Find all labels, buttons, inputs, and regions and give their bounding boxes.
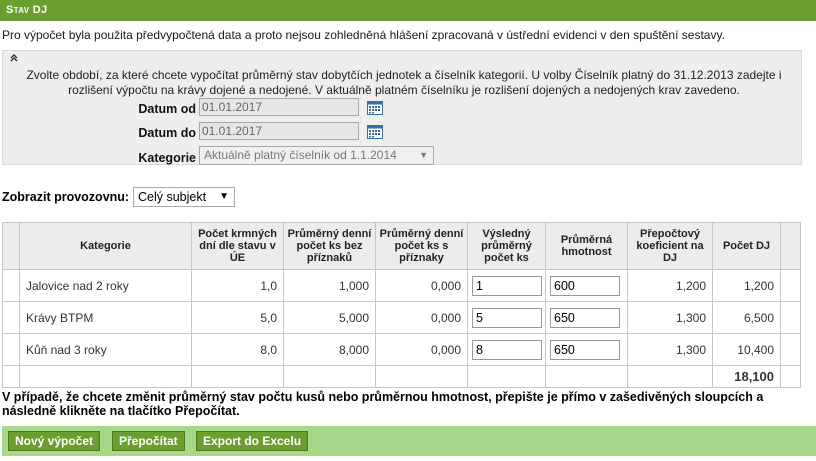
action-bar bbox=[2, 426, 816, 456]
header-kategorie: Kategorie bbox=[20, 223, 192, 270]
table-row bbox=[3, 302, 801, 334]
cell-dj: 10,400 bbox=[713, 334, 781, 366]
dj-table bbox=[2, 222, 801, 388]
cell-hmotnost bbox=[546, 334, 628, 366]
date-from-label: Datum od bbox=[138, 102, 196, 116]
cell-koef: 1,200 bbox=[628, 270, 713, 302]
collapse-icon[interactable] bbox=[9, 53, 19, 66]
row-spacer-right bbox=[781, 270, 801, 302]
export-excel-button[interactable]: Export do Excelu bbox=[196, 431, 308, 451]
cell-vysledny bbox=[468, 302, 546, 334]
cell-koef: 1,300 bbox=[628, 334, 713, 366]
header-spacer-right bbox=[781, 223, 801, 270]
date-to-row bbox=[3, 123, 196, 143]
date-from-input[interactable]: 01.01.2017 bbox=[199, 98, 359, 116]
cell-kategorie: Jalovice nad 2 roky bbox=[20, 270, 192, 302]
hmotnost-input[interactable] bbox=[550, 308, 620, 328]
cell-dni: 8,0 bbox=[192, 334, 284, 366]
new-calc-button[interactable]: Nový výpočet bbox=[8, 431, 100, 451]
vysledny-input[interactable] bbox=[472, 340, 542, 360]
header-spacer bbox=[3, 223, 20, 270]
hmotnost-input[interactable] bbox=[550, 276, 620, 296]
row-spacer-right bbox=[781, 334, 801, 366]
category-select[interactable] bbox=[199, 146, 434, 165]
header-s: Průměrný denní počet ks s příznaky bbox=[376, 223, 468, 270]
cell-dj: 6,500 bbox=[713, 302, 781, 334]
filter-description: Zvolte období, za které chcete vypočítat průměrný stav dobytčích jednotek a číselník kategorií. U volby Číselník platný do 31.12.2013 zadejte i rozlišení výpočtu na krávy dojené a nedojené. V aktuálně platném číselníku je rozlišení dojených a nedojených krav zavedeno. bbox=[26, 68, 782, 97]
total-dj: 18,100 bbox=[713, 366, 781, 388]
cell-s: 0,000 bbox=[376, 334, 468, 366]
hmotnost-input[interactable] bbox=[550, 340, 620, 360]
date-to-label: Datum do bbox=[138, 126, 196, 140]
total-empty bbox=[192, 366, 284, 388]
vysledny-input[interactable] bbox=[472, 276, 542, 296]
total-empty bbox=[628, 366, 713, 388]
header-hmotnost: Průměrná hmotnost bbox=[546, 223, 628, 270]
cell-bez: 8,000 bbox=[284, 334, 376, 366]
header-koef: Přepočtový koeficient na DJ bbox=[628, 223, 713, 270]
total-empty bbox=[20, 366, 192, 388]
info-text: Pro výpočet byla použita předvypočtená data a proto nejsou zohledněná hlášení zpracovaná v ústřední evidenci v den spuštění sestavy. bbox=[2, 28, 725, 42]
provozovna-value: Celý subjekt bbox=[138, 190, 207, 204]
table-header-row bbox=[3, 223, 801, 270]
cell-kategorie: Krávy BTPM bbox=[20, 302, 192, 334]
chevron-down-icon: ▼ bbox=[219, 191, 229, 202]
cell-dni: 1,0 bbox=[192, 270, 284, 302]
total-empty bbox=[546, 366, 628, 388]
cell-kategorie: Kůň nad 3 roky bbox=[20, 334, 192, 366]
cell-koef: 1,300 bbox=[628, 302, 713, 334]
cell-s: 0,000 bbox=[376, 302, 468, 334]
provozovna-label: Zobrazit provozovnu: bbox=[2, 190, 130, 204]
calendar-icon[interactable] bbox=[367, 124, 383, 139]
category-label: Kategorie bbox=[138, 151, 196, 165]
cell-vysledny bbox=[468, 334, 546, 366]
provozovna-select[interactable] bbox=[133, 187, 235, 207]
filter-panel bbox=[2, 50, 802, 165]
header-dni: Počet krmných dní dle stavu v ÚE bbox=[192, 223, 284, 270]
header-dj: Počet DJ bbox=[713, 223, 781, 270]
chevron-down-icon: ▼ bbox=[419, 150, 428, 160]
cell-bez: 5,000 bbox=[284, 302, 376, 334]
category-row bbox=[3, 148, 196, 168]
recalc-note: V případě, že chcete změnit průměrný stav počtu kusů nebo průměrnou hmotnost, přepište je přímo v zašedivěných sloupcích a následně klikněte na tlačítko Přepočítat. bbox=[2, 390, 764, 418]
page-title: Stav DJ bbox=[0, 0, 816, 21]
row-spacer bbox=[3, 270, 20, 302]
cell-hmotnost bbox=[546, 270, 628, 302]
calendar-icon[interactable] bbox=[367, 100, 383, 115]
table-row bbox=[3, 270, 801, 302]
cell-bez: 1,000 bbox=[284, 270, 376, 302]
recalc-button[interactable]: Přepočítat bbox=[112, 431, 185, 451]
total-empty bbox=[284, 366, 376, 388]
cell-hmotnost bbox=[546, 302, 628, 334]
total-empty bbox=[468, 366, 546, 388]
row-spacer-right bbox=[781, 302, 801, 334]
row-spacer bbox=[3, 302, 20, 334]
table-total-row bbox=[3, 366, 801, 388]
header-bez: Průměrný denní počet ks bez příznaků bbox=[284, 223, 376, 270]
date-to-input[interactable]: 01.01.2017 bbox=[199, 122, 359, 140]
header-vysledny: Výsledný průměrný počet ks bbox=[468, 223, 546, 270]
total-empty bbox=[376, 366, 468, 388]
cell-vysledny bbox=[468, 270, 546, 302]
cell-s: 0,000 bbox=[376, 270, 468, 302]
category-value: Aktuálně platný číselník od 1.1.2014 bbox=[204, 148, 397, 162]
cell-dj: 1,200 bbox=[713, 270, 781, 302]
date-from-row bbox=[3, 99, 196, 119]
table-row bbox=[3, 334, 801, 366]
total-spacer-right bbox=[781, 366, 801, 388]
total-spacer bbox=[3, 366, 20, 388]
cell-dni: 5,0 bbox=[192, 302, 284, 334]
vysledny-input[interactable] bbox=[472, 308, 542, 328]
row-spacer bbox=[3, 334, 20, 366]
